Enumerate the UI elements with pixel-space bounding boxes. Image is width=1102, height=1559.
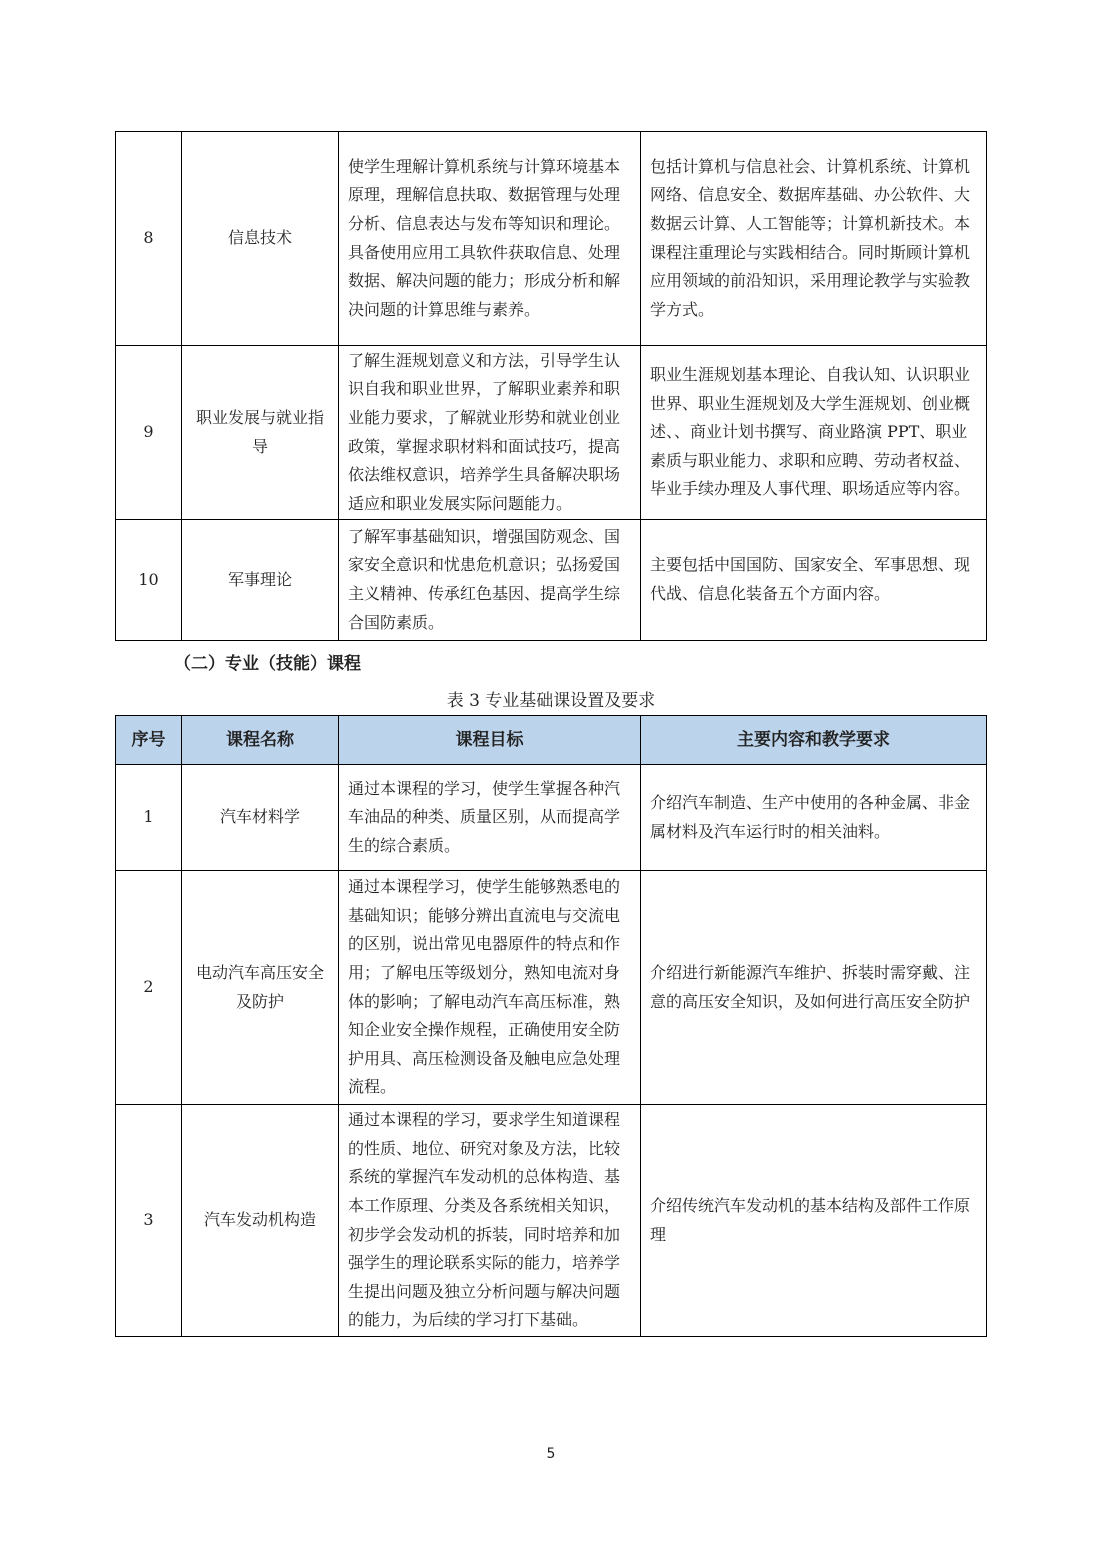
column-header-content: 主要内容和教学要求	[641, 716, 987, 765]
course-number: 1	[116, 765, 182, 871]
course-goal: 通过本课程学习，使学生能够熟悉电的基础知识；能够分辨出直流电与交流电的区别，说出常见电器原件的特点和作用；了解电压等级划分，熟知电流对身体的影响；了解电动汽车高压标准，熟知企业安全操作规程，正确使用安全防护用具、高压检测设备及触电应急处理流程。	[339, 871, 641, 1105]
column-header-number: 序号	[116, 716, 182, 765]
section-heading: （二）专业（技能）课程	[174, 654, 361, 674]
course-goal: 通过本课程的学习，使学生掌握各种汽车油品的种类、质量区别，从而提高学生的综合素质。	[339, 765, 641, 871]
professional-foundation-courses-table	[115, 715, 987, 1337]
table-row	[116, 871, 987, 1105]
course-name: 汽车材料学	[182, 765, 339, 871]
course-content: 包括计算机与信息社会、计算机系统、计算机网络、信息安全、数据库基础、办公软件、大数据云计算、人工智能等；计算机新技术。本课程注重理论与实践相结合。同时斯顾计算机应用领域的前沿知识，采用理论教学与实验教学方式。	[641, 132, 987, 346]
table-row	[116, 1105, 987, 1337]
course-number: 2	[116, 871, 182, 1105]
course-number: 3	[116, 1105, 182, 1337]
page-number: 5	[546, 1446, 556, 1462]
course-content: 主要包括中国国防、国家安全、军事思想、现代战、信息化装备五个方面内容。	[641, 520, 987, 641]
table-row	[116, 520, 987, 641]
course-name: 汽车发动机构造	[182, 1105, 339, 1337]
course-content: 介绍汽车制造、生产中使用的各种金属、非金属材料及汽车运行时的相关油料。	[641, 765, 987, 871]
course-content: 职业生涯规划基本理论、自我认知、认识职业世界、职业生涯规划及大学生涯规划、创业概述、、商业计划书撰写、商业路演 PPT、职业素质与职业能力、求职和应聘、劳动者权益、毕业手续办理及人事代理、职场适应等内容。	[641, 346, 987, 520]
course-goal: 通过本课程的学习，要求学生知道课程的性质、地位、研究对象及方法，比较系统的掌握汽车发动机的总体构造、基本工作原理、分类及各系统相关知识，初步学会发动机的拆装，同时培养和加强学生的理论联系实际的能力，培养学生提出问题及独立分析问题与解决问题的能力，为后续的学习打下基础。	[339, 1105, 641, 1337]
course-name: 信息技术	[182, 132, 339, 346]
general-courses-table-continued	[115, 131, 987, 641]
course-content: 介绍进行新能源汽车维护、拆装时需穿戴、注意的高压安全知识，及如何进行高压安全防护	[641, 871, 987, 1105]
course-number: 8	[116, 132, 182, 346]
course-name: 职业发展与就业指导	[182, 346, 339, 520]
column-header-course-name: 课程名称	[182, 716, 339, 765]
table-caption: 表 3 专业基础课设置及要求	[446, 691, 656, 711]
table-row	[116, 346, 987, 520]
course-name: 军事理论	[182, 520, 339, 641]
course-number: 10	[116, 520, 182, 641]
course-goal: 了解生涯规划意义和方法，引导学生认识自我和职业世界，了解职业素养和职业能力要求，了解就业形势和就业创业政策，掌握求职材料和面试技巧，提高依法维权意识，培养学生具备解决职场适应和职业发展实际问题能力。	[339, 346, 641, 520]
course-name: 电动汽车高压安全及防护	[182, 871, 339, 1105]
column-header-course-goal: 课程目标	[339, 716, 641, 765]
course-goal: 了解军事基础知识，增强国防观念、国家安全意识和忧患危机意识；弘扬爱国主义精神、传承红色基因、提高学生综合国防素质。	[339, 520, 641, 641]
table-header-row	[116, 716, 987, 765]
table-row	[116, 132, 987, 346]
table-row	[116, 765, 987, 871]
course-content: 介绍传统汽车发动机的基本结构及部件工作原理	[641, 1105, 987, 1337]
course-number: 9	[116, 346, 182, 520]
course-goal: 使学生理解计算机系统与计算环境基本原理，理解信息扶取、数据管理与处理分析、信息表达与发布等知识和理论。具备使用应用工具软件获取信息、处理数据、解决问题的能力；形成分析和解决问题的计算思维与素养。	[339, 132, 641, 346]
